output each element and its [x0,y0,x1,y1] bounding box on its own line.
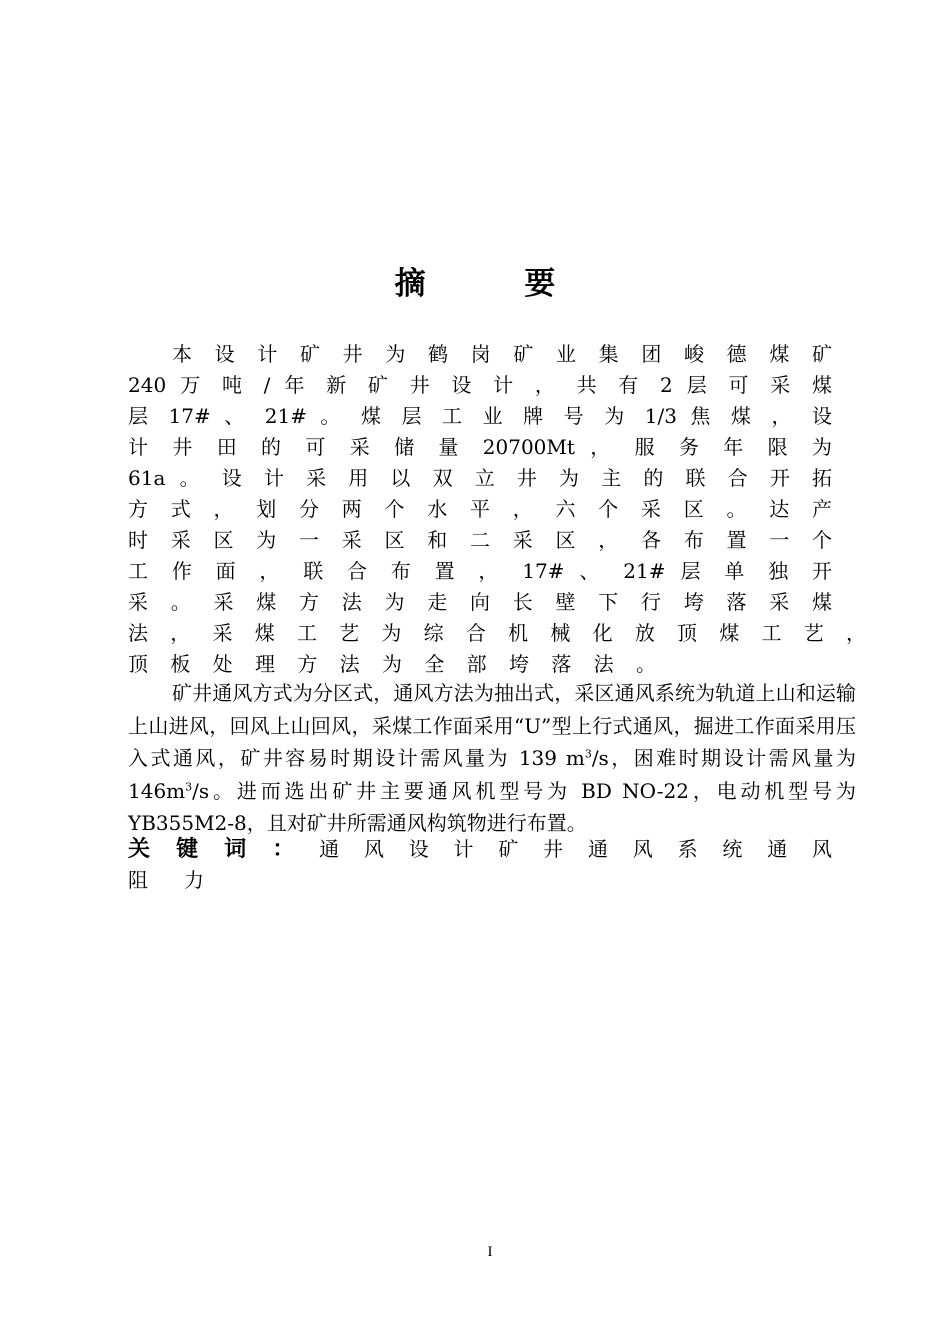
para2-part1: 矿井通风方式为分区式，通风方法为抽出式，采区通风系统为轨道上山和运输上山进风，回风上山回风，采煤工作面采用“U”型上行式通风，掘进工作面采用压入式通风，矿井容易时期设计需风量为 139 m [128,681,856,770]
para1-line-2: 240 万 吨 / 年 新 矿 井 设 计 ， 共 有 2 层 可 采 煤 [128,373,832,397]
para2-sup1: 3 [584,747,592,761]
keywords-line1: 通 风 设 计 矿 井 通 风 系 统 通 风 [319,837,832,861]
para1-line-9: 采 。 采 煤 方 法 为 走 向 长 壁 下 行 垮 落 采 煤 [128,590,832,614]
para1-line-1: 本 设 计 矿 井 为 鹤 岗 矿 业 集 团 峻 德 煤 矿 [172,342,832,366]
para2 [128,677,856,840]
para1-line-6: 方 式 ， 划 分 两 个 水 平 ， 六 个 采 区 。 达 产 [128,497,832,521]
para1-line-5: 61a 。 设 计 采 用 以 双 立 井 为 主 的 联 合 开 拓 [128,466,832,490]
para1-line-11: 顶 板 处 理 方 法 为 全 部 垮 落 法 。 [128,652,656,676]
para2-part2: /s，困难时期设计需风量为 146m [128,746,856,803]
keywords-line [128,833,832,866]
para1-line-4: 计 井 田 的 可 采 储 量 20700Mt ， 服 务 年 限 为 [128,435,832,459]
para1-line-8: 工 作 面 ， 联 合 布 置 ， 17# 、 21# 层 单 独 开 [128,559,832,583]
para2-part3: /s。进而选出矿井主要通风机型号为 BD NO-22，电动机型号为 YB355M2-8，且对矿井所需通风构筑物进行布置。 [128,778,856,835]
para1-line-3: 层 17# 、 21# 。 煤 层 工 业 牌 号 为 1/3 焦 煤 ， 设 [128,404,832,428]
para1-line-7: 时 采 区 为 一 采 区 和 二 采 区 ， 各 布 置 一 个 [128,528,832,552]
page-number: I [487,1244,493,1260]
page-title: 摘 要 [394,266,600,302]
para1-line-10: 法 ， 采 煤 工 艺 为 综 合 机 械 化 放 顶 煤 工 艺 ， [128,621,866,645]
keywords-line2: 阻 力 [128,868,204,892]
para2-sup2: 3 [185,779,193,793]
keywords-label: 关 键 词 ： [128,837,304,862]
